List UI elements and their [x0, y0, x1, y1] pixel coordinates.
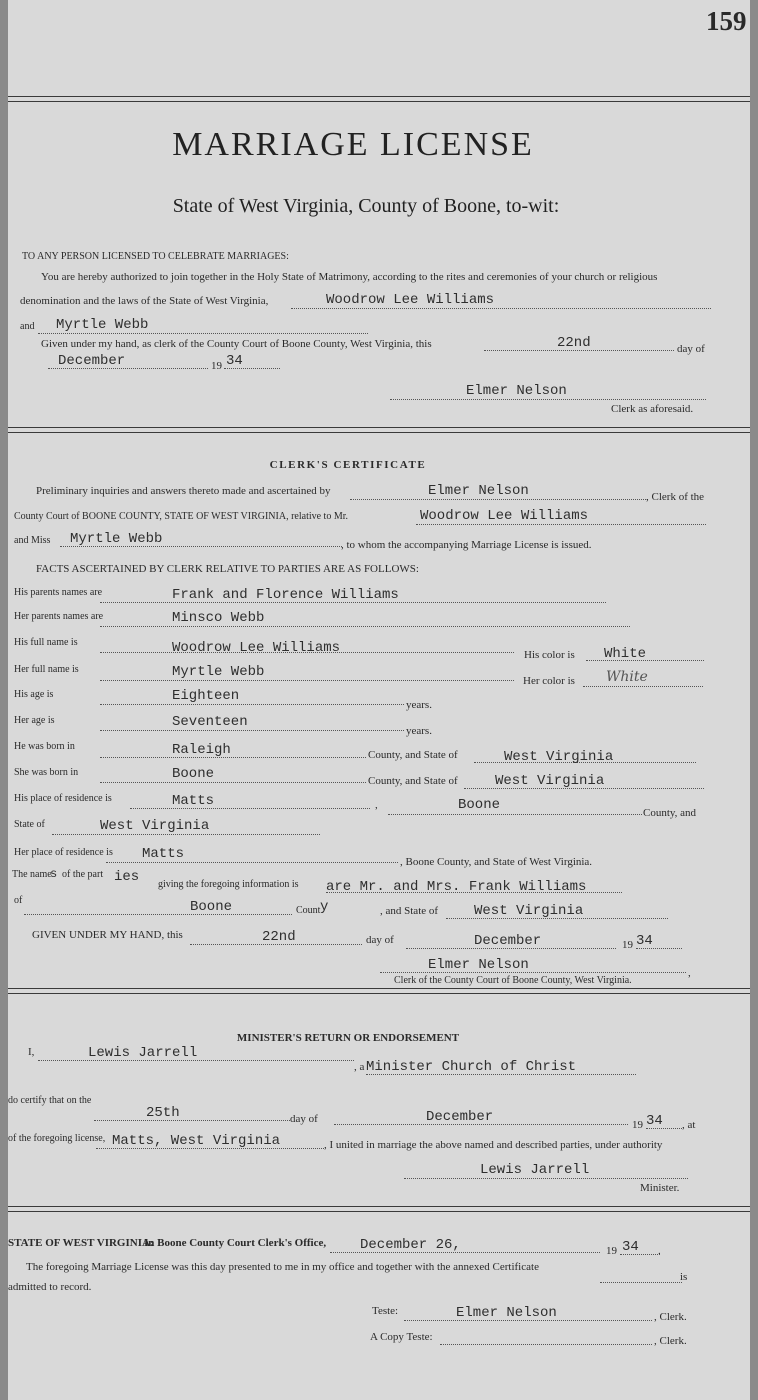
- top-rule: [8, 96, 750, 97]
- cert-sign-comma: ,: [688, 967, 691, 979]
- his-res-county: Boone: [458, 797, 501, 813]
- her-color-line: [583, 686, 703, 687]
- info-county-fill-y: y: [320, 899, 329, 915]
- minister-a-label: , a: [354, 1061, 365, 1073]
- her-parents-value: Minsco Webb: [172, 610, 265, 626]
- cert-bride: Myrtle Webb: [70, 531, 163, 547]
- section-rule-1: [8, 427, 750, 428]
- minister-united-text: , I united in marriage the above named and described parties, under authority: [324, 1139, 663, 1151]
- license-year-prefix: 19: [211, 360, 222, 372]
- license-groom: Woodrow Lee Williams: [326, 292, 495, 308]
- recording-admitted-text: admitted to record.: [8, 1281, 92, 1293]
- cert-clerk-line: [350, 499, 648, 500]
- license-clerk-line: [390, 399, 706, 400]
- given-year-prefix: 19: [622, 939, 633, 951]
- certificate-heading: CLERK'S CERTIFICATE: [269, 459, 427, 471]
- section-rule-1b: [8, 432, 750, 433]
- recording-date: December 26,: [360, 1237, 461, 1253]
- section-rule-3: [8, 1206, 750, 1207]
- cert-issued-text: , to whom the accompanying Marriage License is issued.: [341, 539, 592, 551]
- minister-at-label: , at: [682, 1119, 696, 1131]
- info-county-word: Count: [296, 905, 321, 916]
- names-label-b: of the part: [62, 869, 104, 880]
- cert-sign-title: Clerk of the County Court of Boone County, West Virginia.: [394, 975, 632, 986]
- his-res-place: Matts: [172, 793, 215, 809]
- given-day-of: day of: [366, 934, 394, 946]
- minister-certify-label: do certify that on the: [8, 1095, 92, 1106]
- recording-year-period: .: [658, 1245, 661, 1257]
- license-year: 34: [226, 353, 243, 369]
- given-month: December: [474, 933, 542, 949]
- copy-teste-label: A Copy Teste:: [370, 1331, 433, 1343]
- license-given-text: Given under my hand, as clerk of the County Court of Boone County, West Virginia, this: [41, 338, 432, 350]
- recording-is-label: is: [680, 1271, 688, 1283]
- minister-place: Matts, West Virginia: [112, 1133, 281, 1149]
- info-of-label: of: [14, 895, 23, 906]
- his-age-label: His age is: [14, 689, 54, 700]
- copy-teste-clerk: , Clerk.: [654, 1335, 687, 1347]
- names-label-c: giving the foregoing information is: [158, 879, 299, 890]
- minister-day: 25th: [146, 1105, 180, 1121]
- her-color-value: White: [606, 669, 648, 685]
- license-and-label: and: [20, 321, 35, 332]
- given-label: GIVEN UNDER MY HAND, this: [32, 929, 183, 941]
- her-res-place: Matts: [142, 846, 185, 862]
- minister-foregoing-label: of the foregoing license,: [8, 1133, 106, 1144]
- cert-clerk-of-the: , Clerk of the: [646, 491, 705, 503]
- her-full-line: [100, 680, 514, 681]
- info-state: West Virginia: [474, 903, 584, 919]
- cert-clerk-name: Elmer Nelson: [428, 483, 529, 499]
- her-color-label: Her color is: [523, 675, 575, 687]
- his-res-comma: ,: [375, 799, 378, 811]
- his-res-state-line: [52, 834, 320, 835]
- his-res-place-line: [130, 808, 370, 809]
- he-born-county-line: [100, 757, 366, 758]
- license-title: MARRIAGE LICENSE: [172, 126, 534, 163]
- minister-day-of: day of: [290, 1113, 318, 1125]
- license-to-line: TO ANY PERSON LICENSED TO CELEBRATE MARRIAGES:: [22, 251, 289, 262]
- minister-sign-line: [404, 1178, 688, 1179]
- bride-line: [38, 333, 368, 334]
- his-res-county-line: [388, 814, 642, 815]
- his-full-value: Woodrow Lee Williams: [172, 640, 341, 656]
- cert-sign-name: Elmer Nelson: [428, 957, 529, 973]
- license-denom-text: denomination and the laws of the State of West Virginia,: [20, 295, 269, 307]
- info-and-state-of: , and State of: [380, 905, 439, 917]
- cert-facts-heading: FACTS ASCERTAINED BY CLERK RELATIVE TO PARTIES ARE AS FOLLOWS:: [36, 563, 419, 575]
- recording-office-text: In Boone County Court Clerk's Office,: [144, 1237, 327, 1249]
- top-rule-thin: [8, 101, 750, 102]
- minister-signature: Lewis Jarrell: [480, 1162, 590, 1178]
- he-born-label: He was born in: [14, 741, 75, 752]
- his-res-label: His place of residence is: [14, 793, 112, 804]
- license-clerk-label: Clerk as aforesaid.: [611, 403, 694, 415]
- he-born-county: Raleigh: [172, 742, 231, 758]
- she-born-county-state-of: County, and State of: [368, 775, 458, 787]
- teste-clerk: , Clerk.: [654, 1311, 687, 1323]
- her-full-value: Myrtle Webb: [172, 664, 265, 680]
- cert-groom-line: [416, 524, 706, 525]
- copy-teste-line: [440, 1344, 652, 1345]
- she-born-county-line: [100, 782, 366, 783]
- recording-year: 34: [622, 1239, 639, 1255]
- his-color-label: His color is: [524, 649, 575, 661]
- cert-county-text: County Court of BOONE COUNTY, STATE OF WEST VIRGINIA, relative to Mr.: [14, 511, 349, 522]
- recording-presented-text: The foregoing Marriage License was this day presented to me in my office and together with the annexed Certificate: [26, 1261, 539, 1273]
- he-born-state: West Virginia: [504, 749, 614, 765]
- cert-prelim-text: Preliminary inquiries and answers thereto made and ascertained by: [36, 485, 331, 497]
- she-born-label: She was born in: [14, 767, 79, 778]
- section-rule-2: [8, 988, 750, 989]
- license-subtitle: State of West Virginia, County of Boone, to-wit:: [172, 195, 560, 217]
- page-number: 159: [706, 6, 747, 36]
- license-clerk-name: Elmer Nelson: [466, 383, 567, 399]
- names-fill-ies: ies: [114, 869, 140, 885]
- minister-year-prefix: 19: [632, 1119, 643, 1131]
- his-res-county-and: County, and: [643, 807, 697, 819]
- cert-groom: Woodrow Lee Williams: [420, 508, 589, 524]
- recording-is-line: [600, 1282, 682, 1283]
- his-res-state-label: State of: [14, 819, 45, 830]
- names-label-a: The name: [12, 869, 52, 880]
- minister-i-label: I,: [28, 1046, 35, 1058]
- her-full-label: Her full name is: [14, 664, 79, 675]
- his-res-state: West Virginia: [100, 818, 210, 834]
- given-day: 22nd: [262, 929, 296, 945]
- license-month: December: [58, 353, 126, 369]
- license-bride: Myrtle Webb: [56, 317, 149, 333]
- he-born-county-state-of: County, and State of: [368, 749, 458, 761]
- teste-name: Elmer Nelson: [456, 1305, 557, 1321]
- section-rule-3b: [8, 1211, 750, 1212]
- minister-title: Minister Church of Christ: [366, 1059, 577, 1075]
- given-year: 34: [636, 933, 653, 949]
- informants-value: are Mr. and Mrs. Frank Williams: [326, 879, 587, 895]
- his-age-line: [100, 704, 404, 705]
- cert-sign-line: [380, 972, 686, 973]
- minister-day-line: [94, 1120, 290, 1121]
- recording-year-prefix: 19: [606, 1245, 617, 1257]
- his-age-years: years.: [406, 699, 432, 711]
- her-res-suffix: , Boone County, and State of West Virginia.: [400, 856, 593, 868]
- her-age-years: years.: [406, 725, 432, 737]
- minister-year: 34: [646, 1113, 663, 1129]
- teste-label: Teste:: [372, 1305, 399, 1317]
- minister-name: Lewis Jarrell: [88, 1045, 198, 1061]
- section-rule-2b: [8, 993, 750, 994]
- his-age-value: Eighteen: [172, 688, 240, 704]
- minister-heading: MINISTER'S RETURN OR ENDORSEMENT: [236, 1032, 460, 1044]
- her-parents-label: Her parents names are: [14, 611, 104, 622]
- her-age-line: [100, 730, 404, 731]
- info-county-line: [24, 914, 292, 915]
- his-full-label: His full name is: [14, 637, 78, 648]
- names-fill-s: s: [50, 867, 58, 881]
- she-born-state: West Virginia: [495, 773, 605, 789]
- she-born-county: Boone: [172, 766, 215, 782]
- his-parents-value: Frank and Florence Williams: [172, 587, 399, 603]
- groom-line: [291, 308, 711, 309]
- license-auth-text: You are hereby authorized to join together in the Holy State of Matrimony, according to the rites and ceremonies of your church or religious: [41, 271, 658, 283]
- her-res-label: Her place of residence is: [14, 847, 113, 858]
- cert-and-miss: and Miss: [14, 535, 51, 546]
- info-county: Boone: [190, 899, 233, 915]
- minister-month: December: [426, 1109, 494, 1125]
- minister-label: Minister.: [640, 1182, 680, 1194]
- her-age-value: Seventeen: [172, 714, 248, 730]
- his-color-value: White: [604, 646, 647, 662]
- her-parents-line: [100, 626, 630, 627]
- recording-state-label: STATE OF WEST VIRGINIA:: [8, 1237, 154, 1249]
- her-age-label: Her age is: [14, 715, 55, 726]
- license-day: 22nd: [557, 335, 591, 351]
- her-res-place-line: [106, 862, 398, 863]
- document-page: [8, 0, 750, 1400]
- license-day-of: day of: [677, 343, 705, 355]
- his-parents-label: His parents names are: [14, 587, 103, 598]
